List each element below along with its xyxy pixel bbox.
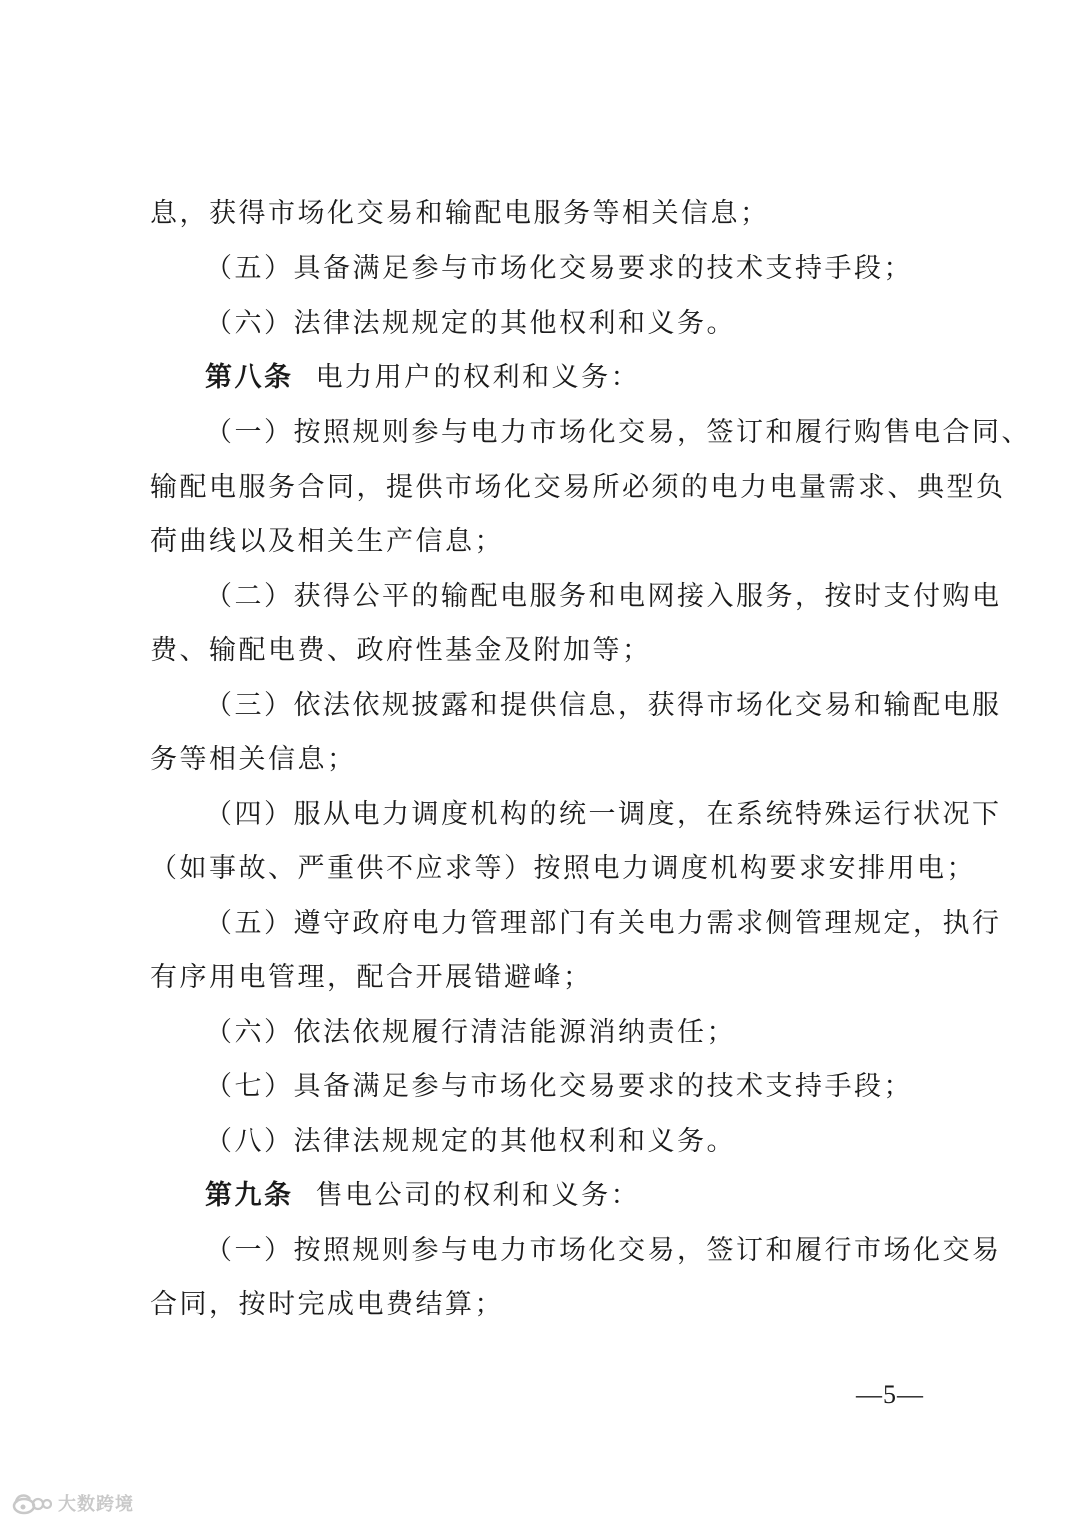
article-title: 售电公司的权利和义务： <box>315 1180 641 1211</box>
text-line: （七）具备满足参与市场化交易要求的技术支持手段； <box>205 1071 913 1102</box>
text-line: （八）法律法规规定的其他权利和义务。 <box>205 1126 736 1157</box>
page-number: —5— <box>856 1380 924 1409</box>
text-line: 荷曲线以及相关生产信息； <box>150 526 504 557</box>
text-line: 息，获得市场化交易和输配电服务等相关信息； <box>150 198 770 229</box>
text-line: （四）服从电力调度机构的统一调度，在系统特殊运行状况下 <box>205 799 1002 830</box>
text-line: 有序用电管理，配合开展错避峰； <box>150 962 593 993</box>
text-line: （一）按照规则参与电力市场化交易，签订和履行市场化交易 <box>205 1235 1002 1266</box>
text-line: （一）按照规则参与电力市场化交易，签订和履行购售电合同、 <box>205 417 1031 448</box>
article-label: 第九条 <box>205 1180 294 1211</box>
text-line: （三）依法依规披露和提供信息，获得市场化交易和输配电服 <box>205 690 1002 721</box>
text-line: （五）遵守政府电力管理部门有关电力需求侧管理规定，执行 <box>205 908 1002 939</box>
watermark <box>10 1487 134 1519</box>
text-line: 合同，按时完成电费结算； <box>150 1289 504 1320</box>
article-label: 第八条 <box>205 362 294 393</box>
article-heading <box>205 1169 995 1223</box>
text-line: （二）获得公平的输配电服务和电网接入服务，按时支付购电 <box>205 581 1002 612</box>
text-line: （六）依法依规履行清洁能源消纳责任； <box>205 1017 736 1048</box>
text-line: 务等相关信息； <box>150 744 357 775</box>
text-line: （六）法律法规规定的其他权利和义务。 <box>205 308 736 339</box>
text-line: （五）具备满足参与市场化交易要求的技术支持手段； <box>205 253 913 284</box>
sina-weibo-style-logo-icon <box>10 1489 52 1517</box>
text-line: 费、输配电费、政府性基金及附加等； <box>150 635 652 666</box>
text-line: 输配电服务合同，提供市场化交易所必须的电力电量需求、典型负 <box>150 472 1006 503</box>
watermark-text: 大数跨境 <box>58 1494 134 1515</box>
text-line: （如事故、严重供不应求等）按照电力调度机构要求安排用电； <box>150 853 976 884</box>
article-title: 电力用户的权利和义务： <box>315 362 641 393</box>
article-heading <box>205 351 995 405</box>
